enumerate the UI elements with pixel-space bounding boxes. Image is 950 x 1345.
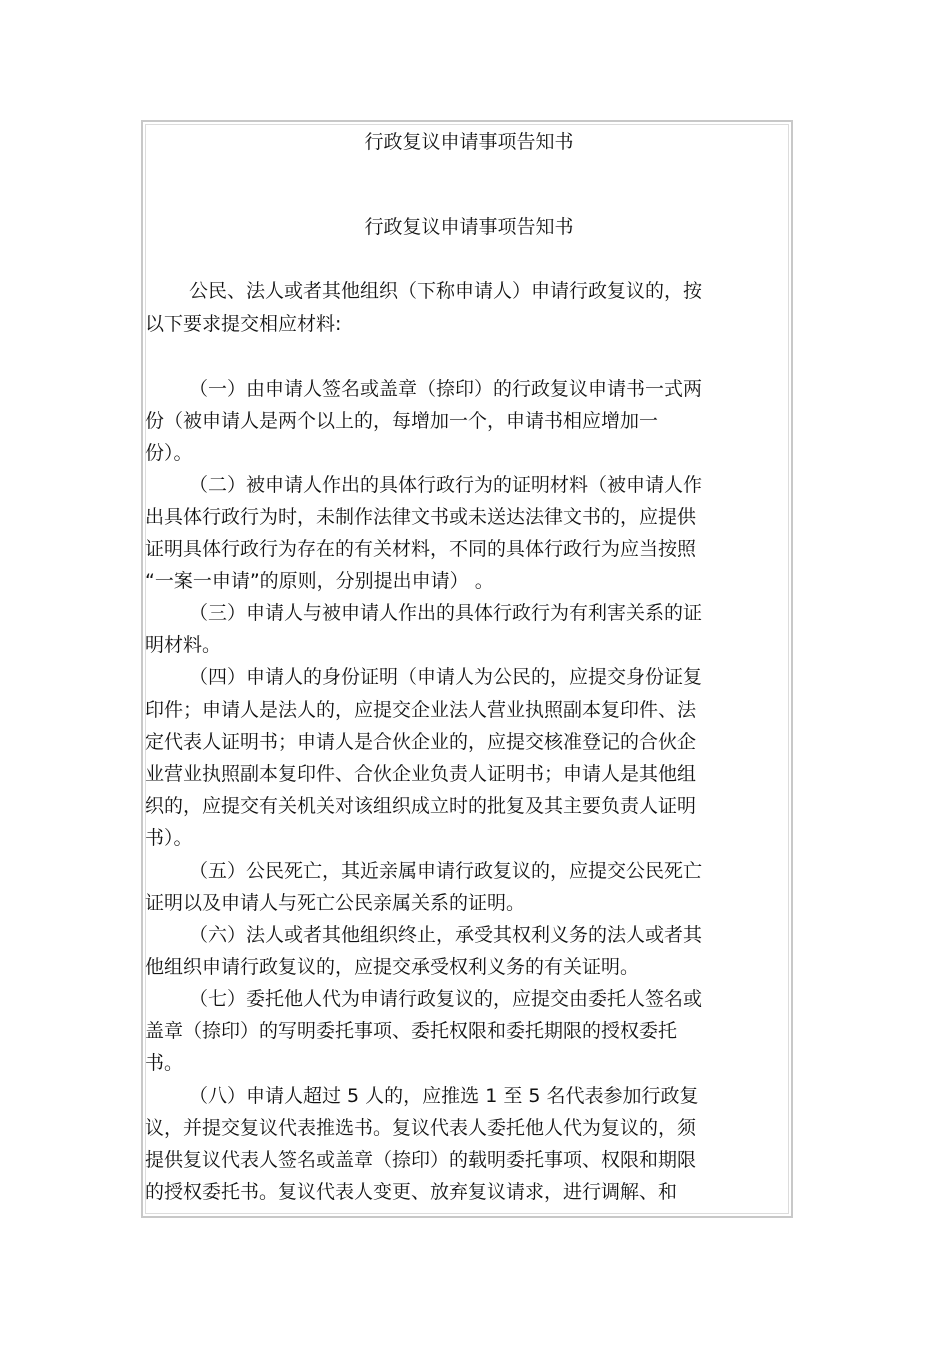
text-line: 他组织申请行政复议的，应提交承受权利义务的有关证明。 (145, 956, 640, 978)
text-line: 以下要求提交相应材料: (145, 313, 342, 335)
text-line: 书）。 (145, 827, 193, 849)
text-line: 印件；申请人是法人的，应提交企业法人营业执照副本复印件、法 (145, 699, 697, 721)
text-line: 份（被申请人是两个以上的，每增加一个，申请书相应增加一 (145, 410, 659, 432)
text-line: 定代表人证明书；申请人是合伙企业的，应提交核准登记的合伙企 (145, 731, 697, 753)
text-line: （七）委托他人代为申请行政复议的，应提交由委托人签名或 (189, 988, 703, 1010)
text-line: 证明以及申请人与死亡公民亲属关系的证明。 (145, 892, 526, 914)
text-line: 议，并提交复议代表推选书。复议代表人委托他人代为复议的，须 (145, 1117, 697, 1139)
document-frame (141, 120, 793, 1218)
text-line: （八）申请人超过 5 人的，应推选 1 至 5 名代表参加行政复 (189, 1085, 699, 1107)
text-line: （四）申请人的身份证明（申请人为公民的，应提交身份证复 (189, 666, 703, 688)
header-title: 行政复议申请事项告知书 (364, 131, 574, 153)
text-line: 盖章（捺印）的写明委托事项、委托权限和委托期限的授权委托 (145, 1020, 678, 1042)
text-line: 业营业执照副本复印件、合伙企业负责人证明书；申请人是其他组 (145, 763, 697, 785)
text-line: （二）被申请人作出的具体行政行为的证明材料（被申请人作 (189, 474, 703, 496)
text-line: 公民、法人或者其他组织（下称申请人）申请行政复议的，按 (189, 280, 703, 302)
text-line: 提供复议代表人签名或盖章（捺印）的载明委托事项、权限和期限 (145, 1149, 697, 1171)
text-line: “一案一申请”的原则，分别提出申请） 。 (145, 570, 494, 592)
document-title: 行政复议申请事项告知书 (364, 216, 574, 238)
text-line: 出具体行政行为时，未制作法律文书或未送达法律文书的，应提供 (145, 506, 697, 528)
text-line: （三）申请人与被申请人作出的具体行政行为有利害关系的证 (189, 602, 703, 624)
text-line: 书。 (145, 1052, 184, 1074)
text-line: 明材料。 (145, 634, 222, 656)
text-line: 的授权委托书。复议代表人变更、放弃复议请求，进行调解、和 (145, 1181, 678, 1203)
text-line: （六）法人或者其他组织终止，承受其权利义务的法人或者其 (189, 924, 703, 946)
text-line: 份）。 (145, 442, 193, 464)
text-line: 织的，应提交有关机关对该组织成立时的批复及其主要负责人证明 (145, 795, 697, 817)
text-line: （一）由申请人签名或盖章（捺印）的行政复议申请书一式两 (189, 378, 703, 400)
text-line: （五）公民死亡，其近亲属申请行政复议的，应提交公民死亡 (189, 860, 703, 882)
text-line: 证明具体行政行为存在的有关材料，不同的具体行政行为应当按照 (145, 538, 697, 560)
